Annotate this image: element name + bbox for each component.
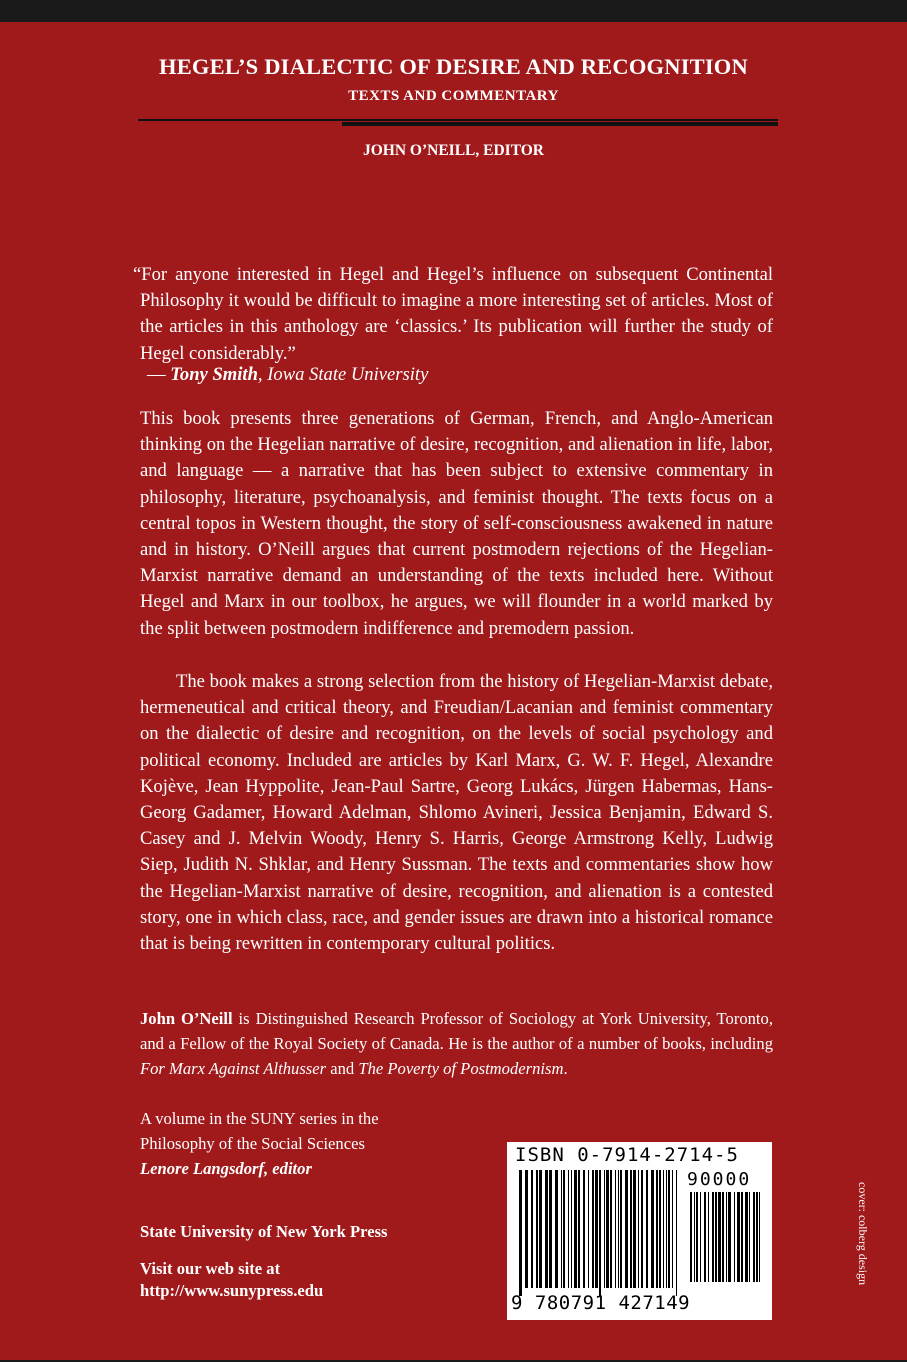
author-bio-and: and [326, 1059, 359, 1078]
barcode-bar [694, 1192, 695, 1282]
barcode-bar [561, 1170, 562, 1288]
series-info [140, 1106, 379, 1181]
endorsement-quote: “For anyone interested in Hegel and Hegel’s influence on subsequent Continental Philosophy it would be difficult to imagine a more interesting set of articles. Most of the articles in this anthology are ‘classics.’ Its publication will further the study of Hegel considerably.” [133, 264, 773, 364]
barcode-bar [615, 1170, 616, 1288]
barcode-bar [568, 1170, 569, 1288]
barcode-bar [737, 1192, 740, 1282]
barcode-bar [756, 1192, 758, 1282]
isbn-text: ISBN 0-7914-2714-5 [515, 1144, 739, 1166]
quote-dash: — [147, 364, 171, 385]
barcode-bar [708, 1192, 709, 1282]
barcode-addon-number: 90000 [687, 1169, 752, 1190]
title-rule-thin [138, 119, 778, 121]
barcode-bar [578, 1170, 580, 1288]
barcode-bar [588, 1170, 589, 1288]
series-editor: Lenore Langsdorf, editor [140, 1159, 312, 1178]
barcode-bar [712, 1192, 714, 1282]
author-book-1: For Marx Against Althusser [140, 1059, 327, 1078]
barcode-bar [656, 1170, 658, 1288]
barcode-bar [592, 1170, 594, 1288]
barcode-bar [715, 1192, 717, 1282]
barcode-bar [625, 1170, 628, 1288]
barcode-bar [531, 1170, 533, 1288]
barcode-bar [583, 1170, 585, 1288]
barcode-bar [633, 1170, 636, 1288]
barcode-bar [545, 1170, 548, 1288]
barcode-bar [690, 1192, 692, 1282]
barcode-bar [666, 1170, 667, 1288]
barcode-bar [555, 1170, 558, 1288]
barcode-bar [659, 1170, 661, 1288]
barcode-bar [549, 1170, 552, 1288]
barcode-bar [563, 1170, 565, 1288]
series-line-1: A volume in the SUNY series in the [140, 1109, 379, 1128]
barcode-bar [618, 1170, 619, 1288]
quote-author-affiliation: , Iowa State University [257, 364, 429, 385]
editor-line: JOHN O’NEILL, EDITOR [362, 142, 544, 159]
title-rule-thick [342, 122, 778, 126]
cover-design-credit: cover: colberg design [856, 1182, 870, 1286]
barcode-bar [595, 1170, 598, 1288]
author-bio-end: . [563, 1059, 568, 1078]
barcode-bar [571, 1170, 572, 1288]
barcode-bar [718, 1192, 721, 1282]
barcode-bar [722, 1192, 724, 1282]
barcode-bar [638, 1170, 639, 1288]
publisher-url[interactable]: http://www.sunypress.edu [140, 1281, 324, 1300]
author-book-2: The Poverty of Postmodernism [358, 1059, 564, 1078]
barcode-bar [610, 1170, 612, 1288]
description-paragraph-1: This book presents three generations of German, French, and Anglo-American thinking on the Hegelian narrative of desire, recognition, and alienation in life, labor, and language — a narrative that has been subject to extensive commentary in philosophy, literature, psychoanalysis, and feminist thought. The texts focus on a central topos in Western thought, the story of self-consciousness awakened in nature and in history. O’Neill argues that current postmodern rejections of the Hegelian-Marxist narrative demand an understanding of the texts included here. Without Hegel and Marx in our toolbox, he argues, we will flounder in a world marked by the split between postmodern indifference and premodern passion. [140, 408, 773, 639]
barcode-bar [663, 1170, 664, 1288]
barcode-bar [745, 1192, 748, 1282]
book-subtitle: TEXTS AND COMMENTARY [348, 88, 559, 104]
barcode-label [507, 1142, 772, 1320]
barcode-bar [539, 1170, 542, 1288]
barcode-bar [620, 1170, 622, 1288]
author-bio [140, 1006, 773, 1081]
barcode-bar [700, 1192, 701, 1282]
barcode-bar [525, 1170, 528, 1288]
barcode-bar [630, 1170, 632, 1288]
back-cover [0, 22, 907, 1360]
barcode-bar [759, 1192, 760, 1282]
barcode-bar [753, 1192, 755, 1282]
barcode-bar [668, 1170, 670, 1288]
barcode-bar [606, 1170, 609, 1288]
barcode-bar [749, 1192, 750, 1282]
publisher-name: State University of New York Press [140, 1222, 388, 1241]
barcode-bar [728, 1192, 731, 1282]
book-title: HEGEL’S DIALECTIC OF DESIRE AND RECOGNITION [159, 54, 748, 79]
barcode-bar [734, 1192, 735, 1282]
barcode-bar [696, 1192, 698, 1282]
series-line-2: Philosophy of the Social Sciences [140, 1134, 365, 1153]
author-bio-text: is Distinguished Research Professor of Sociology at York University, Toronto, and a Fellow of the Royal Society of Canada. He is the author of a number of books, including [140, 1009, 773, 1053]
barcode-bar [519, 1170, 522, 1296]
publisher-web [140, 1258, 323, 1302]
barcode-bar [676, 1170, 677, 1296]
barcode-bar [604, 1170, 605, 1288]
barcode-bar [599, 1170, 601, 1296]
visit-label: Visit our web site at [140, 1259, 281, 1278]
barcode-bar [536, 1170, 538, 1288]
ean-number: 9 780791 427149 [511, 1292, 691, 1314]
quote-attribution [147, 364, 428, 386]
description-paragraph-2: The book makes a strong selection from the history of Hegelian-Marxist debate, hermeneutical and critical theory, and Freudian/Lacanian and feminist commentary on the dialectic of desire and recognition, on the levels of social psychology and political economy. Included are articles by Karl Marx, G. W. F. Hegel, Alexandre Kojève, Jean Hyppolite, Jean-Paul Sartre, Georg Lukács, Jürgen Habermas, Hans-Georg Gadamer, Howard Adelman, Shlomo Avineri, Jessica Benjamin, Edward S. Casey and J. Melvin Woody, Henry S. Harris, George Armstrong Kelly, Ludwig Siep, Judith N. Shklar, and Henry Sussman. The texts and commentaries show how the Hegelian-Marxist narrative of desire, recognition, and alienation is a contested story, one in which class, race, and gender issues are drawn into a historical romance that is being rewritten in contemporary cultural politics. [140, 671, 773, 955]
barcode-bar [704, 1192, 706, 1282]
barcode-bar [672, 1170, 673, 1288]
barcode-bar [651, 1170, 654, 1288]
quote-author-name: Tony Smith [170, 364, 258, 385]
barcode-bar [741, 1192, 743, 1282]
ean-barcode [519, 1170, 681, 1296]
barcode-bar [574, 1170, 577, 1288]
barcode-bar [726, 1192, 727, 1282]
addon-barcode [690, 1192, 766, 1290]
author-bio-name: John O’Neill [140, 1009, 233, 1028]
barcode-bar [646, 1170, 648, 1288]
barcode-bar [641, 1170, 643, 1288]
